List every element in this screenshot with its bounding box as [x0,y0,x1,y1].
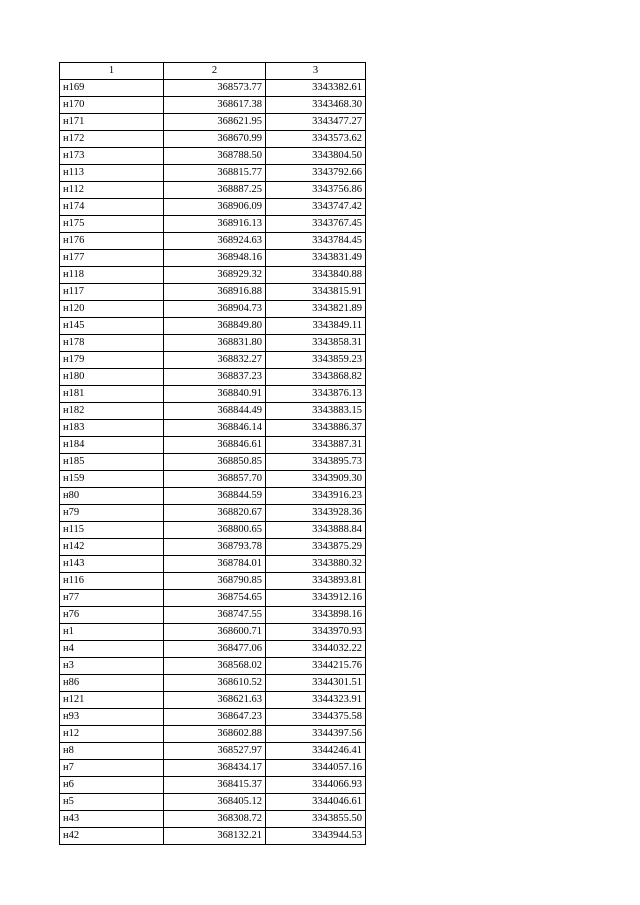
point-id-cell: н177 [60,250,164,267]
y-coordinate-cell: 3343573.62 [266,131,366,148]
x-coordinate-cell: 368857.70 [164,471,266,488]
table-row [60,692,366,709]
x-coordinate-cell: 368850.85 [164,454,266,471]
table-row [60,624,366,641]
y-coordinate-cell: 3343821.89 [266,301,366,318]
y-coordinate-cell: 3343875.29 [266,539,366,556]
table-row [60,522,366,539]
table-row [60,420,366,437]
point-id-cell: н3 [60,658,164,675]
table-row [60,794,366,811]
y-coordinate-cell: 3343382.61 [266,80,366,97]
table-row [60,114,366,131]
x-coordinate-cell: 368844.59 [164,488,266,505]
x-coordinate-cell: 368132.21 [164,828,266,845]
point-id-cell: н12 [60,726,164,743]
y-coordinate-cell: 3343849.11 [266,318,366,335]
point-id-cell: н180 [60,369,164,386]
y-coordinate-cell: 3343898.16 [266,607,366,624]
y-coordinate-cell: 3343876.13 [266,386,366,403]
table-row [60,301,366,318]
x-coordinate-cell: 368916.88 [164,284,266,301]
x-coordinate-cell: 368754.65 [164,590,266,607]
table-header-row [60,63,366,80]
x-coordinate-cell: 368837.23 [164,369,266,386]
point-id-cell: н43 [60,811,164,828]
y-coordinate-cell: 3343831.49 [266,250,366,267]
table-row [60,80,366,97]
point-id-cell: н185 [60,454,164,471]
y-coordinate-cell: 3344057.16 [266,760,366,777]
point-id-cell: н5 [60,794,164,811]
point-id-cell: н174 [60,199,164,216]
point-id-cell: н118 [60,267,164,284]
x-coordinate-cell: 368308.72 [164,811,266,828]
table-row [60,573,366,590]
point-id-cell: н8 [60,743,164,760]
table-row [60,828,366,845]
table-row [60,437,366,454]
y-coordinate-cell: 3343858.31 [266,335,366,352]
y-coordinate-cell: 3343468.30 [266,97,366,114]
x-coordinate-cell: 368948.16 [164,250,266,267]
x-coordinate-cell: 368602.88 [164,726,266,743]
x-coordinate-cell: 368832.27 [164,352,266,369]
y-coordinate-cell: 3343895.73 [266,454,366,471]
x-coordinate-cell: 368415.37 [164,777,266,794]
table-row [60,726,366,743]
table-row [60,148,366,165]
table-row [60,352,366,369]
table-row [60,607,366,624]
point-id-cell: н159 [60,471,164,488]
point-id-cell: н173 [60,148,164,165]
table-row [60,454,366,471]
table-row [60,658,366,675]
x-coordinate-cell: 368849.80 [164,318,266,335]
point-id-cell: н178 [60,335,164,352]
x-coordinate-cell: 368831.80 [164,335,266,352]
y-coordinate-cell: 3343893.81 [266,573,366,590]
x-coordinate-cell: 368840.91 [164,386,266,403]
y-coordinate-cell: 3343784.45 [266,233,366,250]
y-coordinate-cell: 3343970.93 [266,624,366,641]
y-coordinate-cell: 3344301.51 [266,675,366,692]
table-row [60,97,366,114]
point-id-cell: н86 [60,675,164,692]
y-coordinate-cell: 3343928.36 [266,505,366,522]
x-coordinate-cell: 368573.77 [164,80,266,97]
point-id-cell: н142 [60,539,164,556]
table-row [60,165,366,182]
point-id-cell: н175 [60,216,164,233]
x-coordinate-cell: 368434.17 [164,760,266,777]
x-coordinate-cell: 368793.78 [164,539,266,556]
x-coordinate-cell: 368784.01 [164,556,266,573]
x-coordinate-cell: 368916.13 [164,216,266,233]
table-row [60,199,366,216]
y-coordinate-cell: 3344066.93 [266,777,366,794]
x-coordinate-cell: 368924.63 [164,233,266,250]
x-coordinate-cell: 368621.95 [164,114,266,131]
x-coordinate-cell: 368647.23 [164,709,266,726]
y-coordinate-cell: 3343868.82 [266,369,366,386]
y-coordinate-cell: 3344323.91 [266,692,366,709]
y-coordinate-cell: 3343883.15 [266,403,366,420]
table-row [60,505,366,522]
table-row [60,250,366,267]
table-row [60,216,366,233]
x-coordinate-cell: 368846.61 [164,437,266,454]
x-coordinate-cell: 368790.85 [164,573,266,590]
table-row [60,267,366,284]
table-row [60,488,366,505]
point-id-cell: н143 [60,556,164,573]
x-coordinate-cell: 368670.99 [164,131,266,148]
y-coordinate-cell: 3343747.42 [266,199,366,216]
y-coordinate-cell: 3343944.53 [266,828,366,845]
point-id-cell: н172 [60,131,164,148]
x-coordinate-cell: 368906.09 [164,199,266,216]
point-id-cell: н79 [60,505,164,522]
point-id-cell: н182 [60,403,164,420]
point-id-cell: н112 [60,182,164,199]
table-row [60,539,366,556]
y-coordinate-cell: 3344032.22 [266,641,366,658]
y-coordinate-cell: 3343888.84 [266,522,366,539]
x-coordinate-cell: 368815.77 [164,165,266,182]
y-coordinate-cell: 3344375.58 [266,709,366,726]
point-id-cell: н93 [60,709,164,726]
table-row [60,335,366,352]
table-row [60,182,366,199]
x-coordinate-cell: 368904.73 [164,301,266,318]
point-id-cell: н77 [60,590,164,607]
x-coordinate-cell: 368788.50 [164,148,266,165]
table-row [60,675,366,692]
y-coordinate-cell: 3343909.30 [266,471,366,488]
y-coordinate-cell: 3343880.32 [266,556,366,573]
x-coordinate-cell: 368887.25 [164,182,266,199]
table-row [60,284,366,301]
y-coordinate-cell: 3343477.27 [266,114,366,131]
point-id-cell: н170 [60,97,164,114]
point-id-cell: н42 [60,828,164,845]
column-header-1: 1 [60,63,164,80]
point-id-cell: н179 [60,352,164,369]
point-id-cell: н1 [60,624,164,641]
x-coordinate-cell: 368617.38 [164,97,266,114]
point-id-cell: н113 [60,165,164,182]
y-coordinate-cell: 3343855.50 [266,811,366,828]
point-id-cell: н121 [60,692,164,709]
point-id-cell: н169 [60,80,164,97]
table-row [60,811,366,828]
y-coordinate-cell: 3343886.37 [266,420,366,437]
table-row [60,777,366,794]
x-coordinate-cell: 368844.49 [164,403,266,420]
y-coordinate-cell: 3343756.86 [266,182,366,199]
x-coordinate-cell: 368610.52 [164,675,266,692]
x-coordinate-cell: 368800.65 [164,522,266,539]
y-coordinate-cell: 3344215.76 [266,658,366,675]
point-id-cell: н120 [60,301,164,318]
table-row [60,233,366,250]
table-row [60,760,366,777]
table-row [60,709,366,726]
x-coordinate-cell: 368477.06 [164,641,266,658]
x-coordinate-cell: 368846.14 [164,420,266,437]
point-id-cell: н76 [60,607,164,624]
x-coordinate-cell: 368600.71 [164,624,266,641]
x-coordinate-cell: 368929.32 [164,267,266,284]
table-row [60,131,366,148]
y-coordinate-cell: 3344397.56 [266,726,366,743]
y-coordinate-cell: 3343912.16 [266,590,366,607]
y-coordinate-cell: 3343804.50 [266,148,366,165]
point-id-cell: н115 [60,522,164,539]
point-id-cell: н117 [60,284,164,301]
x-coordinate-cell: 368820.67 [164,505,266,522]
table-row [60,641,366,658]
y-coordinate-cell: 3343815.91 [266,284,366,301]
point-id-cell: н176 [60,233,164,250]
y-coordinate-cell: 3344046.61 [266,794,366,811]
y-coordinate-cell: 3343916.23 [266,488,366,505]
coordinates-table [59,62,366,845]
point-id-cell: н4 [60,641,164,658]
table-row [60,471,366,488]
point-id-cell: н184 [60,437,164,454]
point-id-cell: н181 [60,386,164,403]
y-coordinate-cell: 3343887.31 [266,437,366,454]
y-coordinate-cell: 3343792.66 [266,165,366,182]
point-id-cell: н145 [60,318,164,335]
x-coordinate-cell: 368747.55 [164,607,266,624]
point-id-cell: н7 [60,760,164,777]
point-id-cell: н80 [60,488,164,505]
x-coordinate-cell: 368527.97 [164,743,266,760]
table-row [60,386,366,403]
x-coordinate-cell: 368621.63 [164,692,266,709]
y-coordinate-cell: 3343767.45 [266,216,366,233]
point-id-cell: н6 [60,777,164,794]
point-id-cell: н183 [60,420,164,437]
point-id-cell: н116 [60,573,164,590]
y-coordinate-cell: 3343840.88 [266,267,366,284]
table-row [60,318,366,335]
column-header-3: 3 [266,63,366,80]
table-row [60,369,366,386]
x-coordinate-cell: 368405.12 [164,794,266,811]
table-row [60,403,366,420]
table-row [60,556,366,573]
x-coordinate-cell: 368568.02 [164,658,266,675]
table-body [60,80,366,845]
column-header-2: 2 [164,63,266,80]
y-coordinate-cell: 3344246.41 [266,743,366,760]
point-id-cell: н171 [60,114,164,131]
y-coordinate-cell: 3343859.23 [266,352,366,369]
table-row [60,743,366,760]
table-row [60,590,366,607]
